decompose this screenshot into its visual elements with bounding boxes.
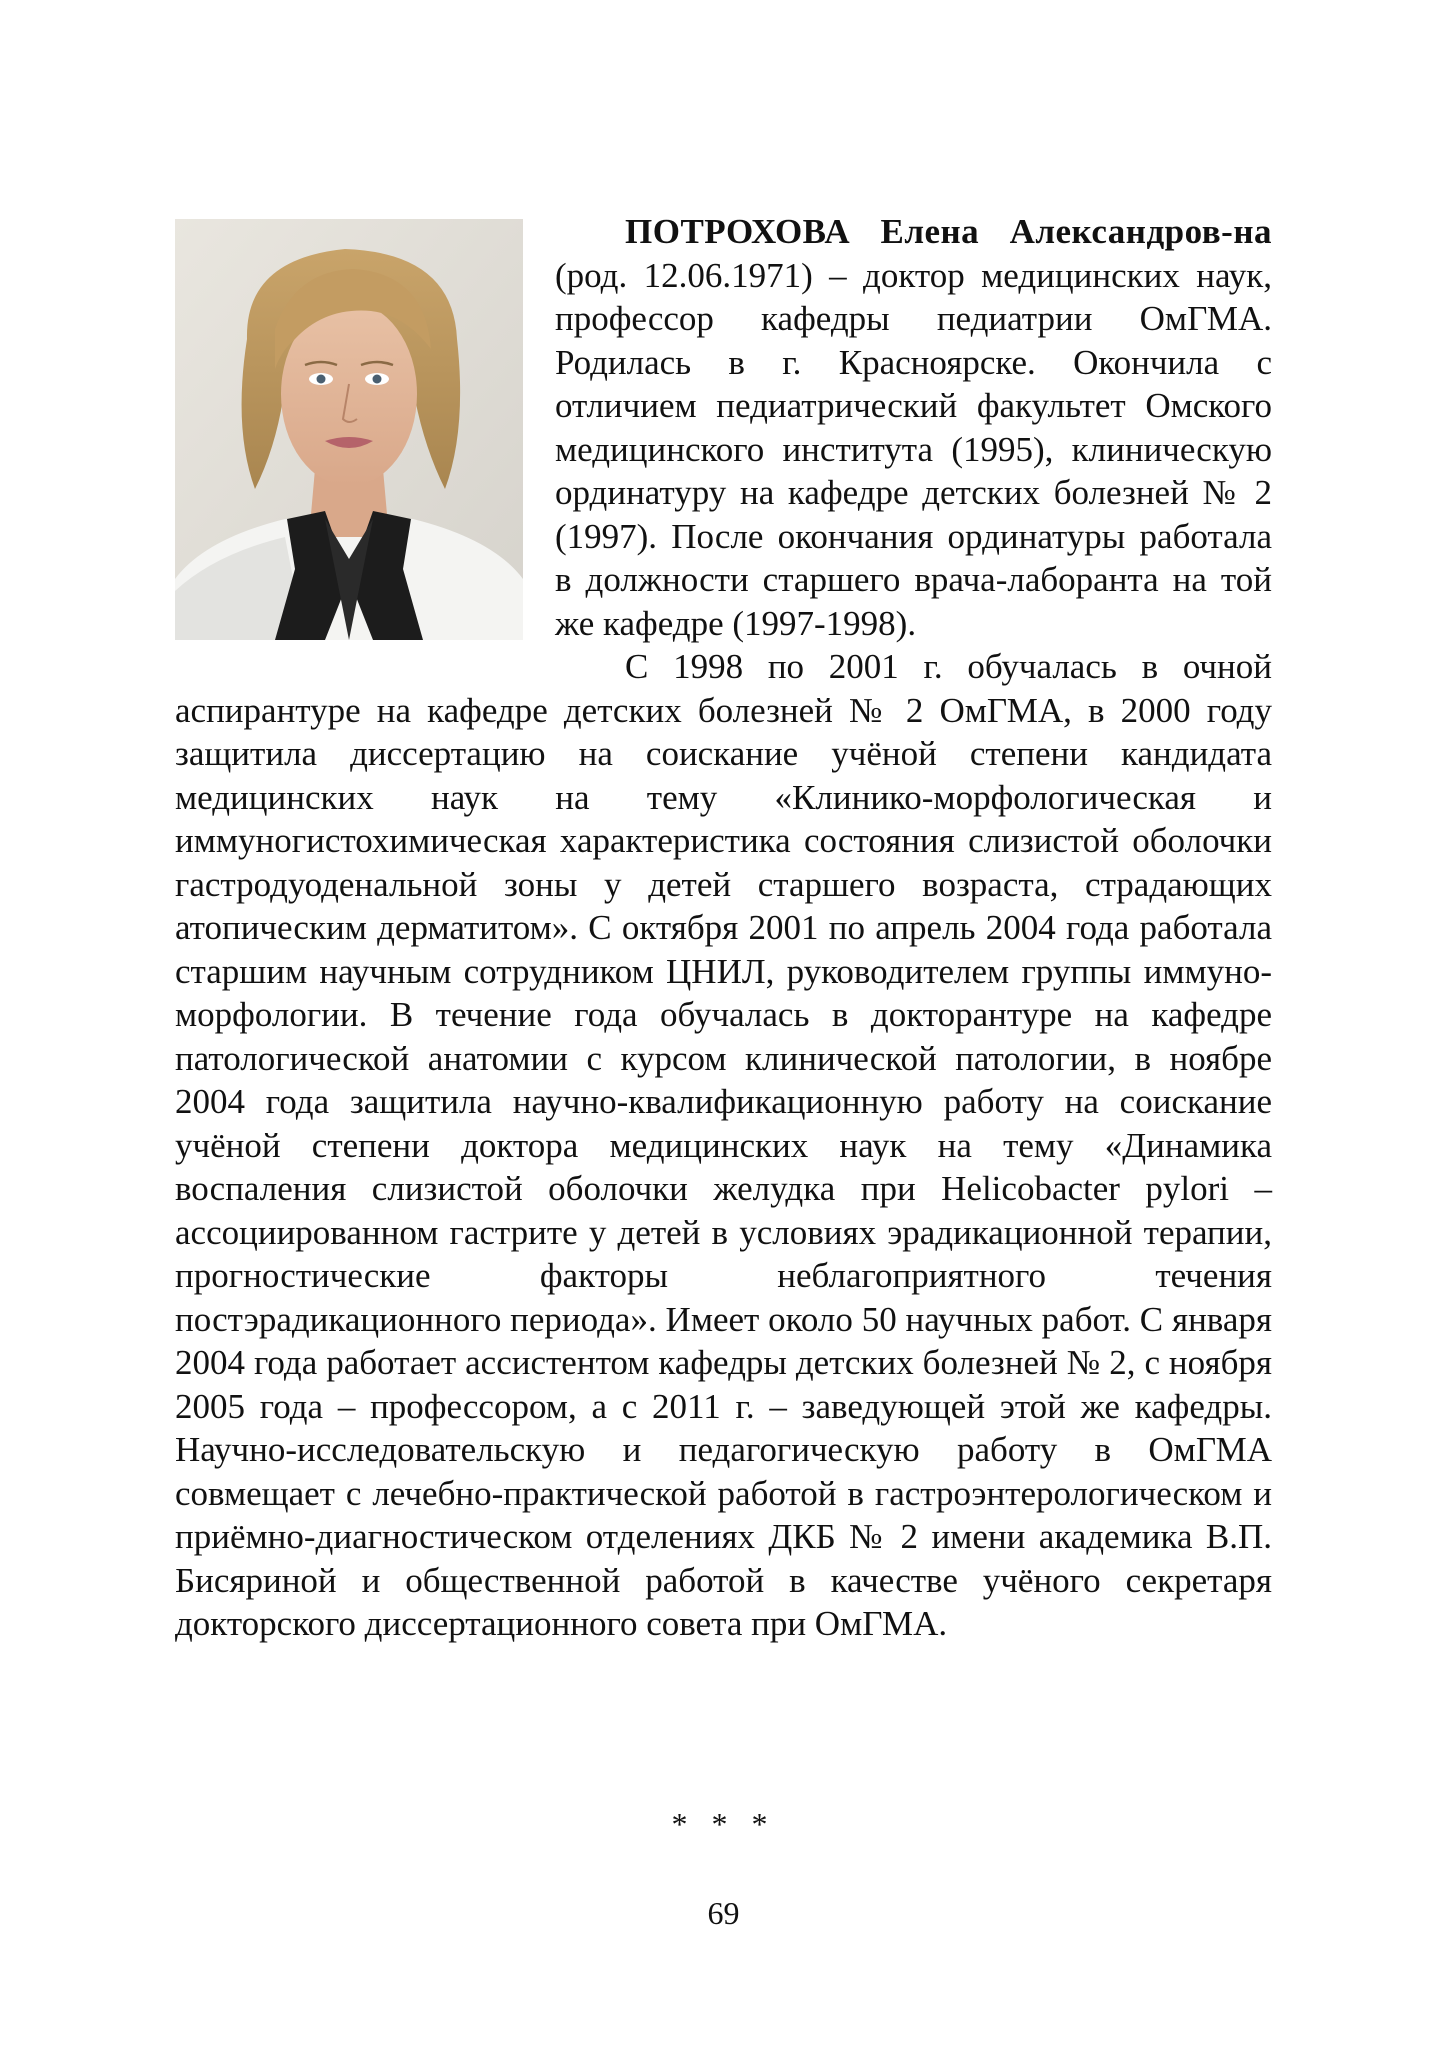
person-name-ending: на [1233, 212, 1272, 251]
biography-text [175, 210, 1272, 1646]
section-separator: * * * [671, 1806, 776, 1842]
person-name: ПОТРОХОВА Елена Александров- [625, 212, 1234, 251]
bio-intro: (род. 12.06.1971) – доктор медицинских наук, профессор кафедры педиатрии ОмГМА. Родилась в г. Красноярске. Окончила с отличием педиатрический факультет Омского медицинского института (1995), клиническую ординатуру на кафедре детских болезней № 2 (1997). После окончания ординатуры работала в должности старшего врача-лаборанта на той же кафедре (1997-1998). [555, 255, 1272, 643]
bio-paragraph-2: С 1998 по 2001 г. обучалась в очной аспирантуре на кафедре детских болезней № 2 ОмГМА, в 2000 году защитила диссертацию на соискание учёной степени кандидата медицинских наук на тему «Клинико-морфологическая и иммуногистохимическая характеристика состояния слизистой оболочки гастродуоденальной зоны у детей старшего возраста, страдающих атопическим дерматитом». С октября 2001 по апрель 2004 года работала старшим научным сотрудником ЦНИЛ, руководителем группы иммуноморфологии. В течение года обучалась в докторантуре на кафедре патологической анатомии с курсом клинической патологии, в ноябре 2004 года защитила научно-квалификационную работу на соискание учёной степени доктора медицинских наук на тему «Динамика воспаления слизистой оболочки желудка при Helicobacter pylori – ассоциированном гастрите у детей в условиях эрадикационной терапии, прогностические факторы неблагоприятного течения постэрадикационного периода». Имеет около 50 научных работ. С января 2004 года работает ассистентом кафедры детских болезней № 2, с ноября 2005 года – профессором, а с 2011 г. – заведующей этой же кафедры. Научно-исследовательскую и педагогическую работу в ОмГМА совмещает с лечебно-практической работой в гастроэнтерологическом и приёмно-диагностическом отделениях ДКБ № 2 имени академика В.П. Бисяриной и общественной работой в качестве учёного секретаря докторского диссертационного совета при ОмГМА. [175, 647, 1272, 1643]
portrait-photo [175, 219, 523, 640]
page-number: 69 [707, 1895, 740, 1931]
